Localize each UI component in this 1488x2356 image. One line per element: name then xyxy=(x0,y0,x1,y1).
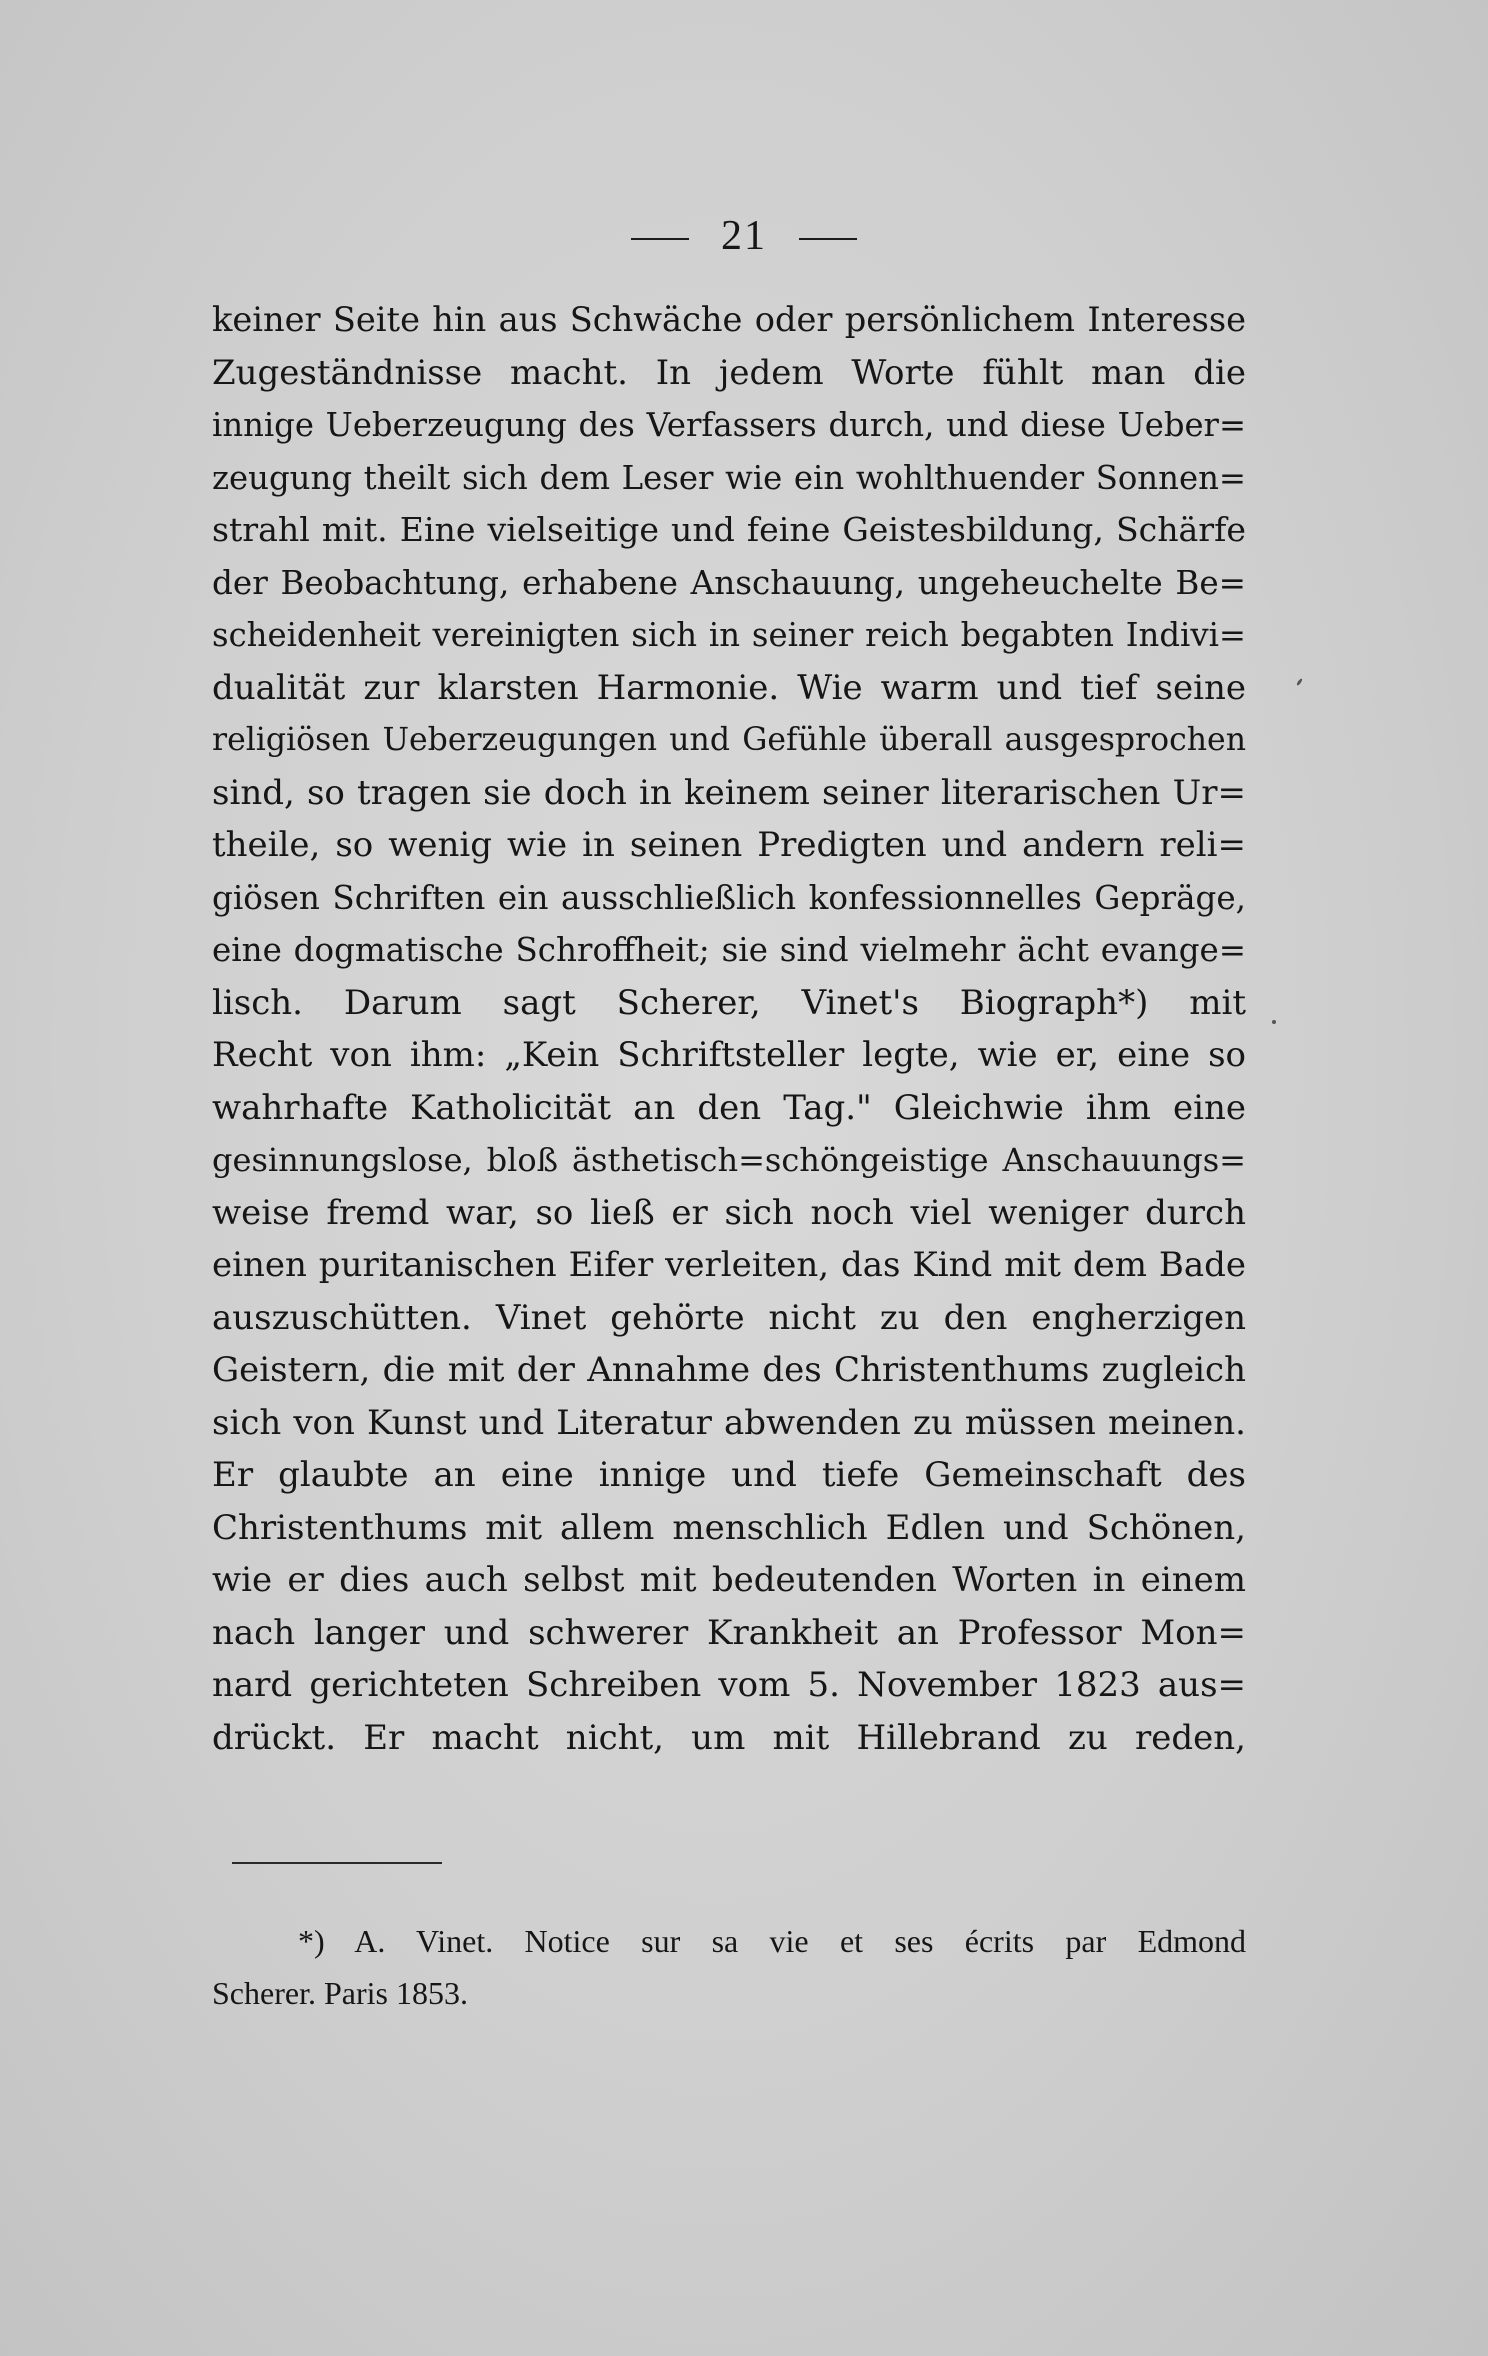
text-line: zeugung theilt sich dem Leser wie ein wohlthuender Sonnen= xyxy=(212,458,1246,497)
text-line: einen puritanischen Eifer verleiten, das Kind mit dem Bade xyxy=(212,1245,1246,1285)
text-line: Er glaubte an eine innige und tiefe Gemeinschaft des xyxy=(212,1455,1246,1495)
paper-speck xyxy=(1272,1020,1276,1024)
text-line: Recht von ihm: „Kein Schriftsteller legte, wie er, eine so xyxy=(212,1035,1246,1075)
text-line: theile, so wenig wie in seinen Predigten und andern reli= xyxy=(212,825,1246,865)
text-line: nard gerichteten Schreiben vom 5. November 1823 aus= xyxy=(212,1665,1246,1705)
footnote-line: *) A. Vinet. Notice sur sa vie et ses écrits par Edmond xyxy=(298,1923,1246,1959)
text-line: auszuschütten. Vinet gehörte nicht zu den engherzigen xyxy=(212,1297,1246,1338)
header-dash-left xyxy=(631,238,689,240)
text-line: keiner Seite hin aus Schwäche oder persönlichem Interesse xyxy=(212,300,1246,339)
header-dash-right xyxy=(799,238,857,240)
page-header xyxy=(0,212,1488,260)
text-line: dualität zur klarsten Harmonie. Wie warm und tief seine xyxy=(212,667,1246,708)
main-text xyxy=(212,294,1246,1764)
text-line: wie er dies auch selbst mit bedeutenden Worten in einem xyxy=(212,1560,1246,1600)
footnote xyxy=(212,1915,1246,2019)
text-line: Zugeständnisse macht. In jedem Worte fühlt man die xyxy=(212,352,1246,393)
footnote-separator xyxy=(232,1862,442,1864)
footnote-line: Scherer. Paris 1853. xyxy=(212,1975,468,2011)
text-line: religiösen Ueberzeugungen und Gefühle überall ausgesprochen xyxy=(212,722,1246,758)
text-line: gesinnungslose, bloß ästhetisch=schöngeistige Anschauungs= xyxy=(212,1141,1246,1179)
text-line: giösen Schriften ein ausschließlich konfessionnelles Gepräge, xyxy=(212,878,1246,917)
text-line: wahrhafte Katholicität an den Tag." Gleichwie ihm eine xyxy=(212,1087,1246,1128)
text-line: scheidenheit vereinigten sich in seiner reich begabten Indivi= xyxy=(212,616,1246,654)
paper-speck xyxy=(1296,678,1303,686)
page-number: 21 xyxy=(721,213,767,259)
text-line: Geistern, die mit der Annahme des Christenthums zugleich xyxy=(212,1350,1246,1390)
text-line: innige Ueberzeugung des Verfassers durch, und diese Ueber= xyxy=(212,406,1246,444)
text-line: Christenthums mit allem menschlich Edlen und Schönen, xyxy=(212,1507,1246,1548)
text-line: drückt. Er macht nicht, um mit Hillebrand zu reden, xyxy=(212,1717,1246,1758)
text-line: sind, so tragen sie doch in keinem seiner literarischen Ur= xyxy=(212,772,1246,813)
text-line: der Beobachtung, erhabene Anschauung, ungeheuchelte Be= xyxy=(212,563,1246,602)
text-line: eine dogmatische Schroffheit; sie sind vielmehr ächt evange= xyxy=(212,931,1246,969)
text-line: nach langer und schwerer Krankheit an Professor Mon= xyxy=(212,1612,1246,1653)
text-line: lisch. Darum sagt Scherer, Vinet's Biograph*) mit xyxy=(212,982,1246,1023)
text-line: weise fremd war, so ließ er sich noch viel weniger durch xyxy=(212,1192,1246,1233)
text-line: strahl mit. Eine vielseitige und feine Geistesbildung, Schärfe xyxy=(212,510,1246,549)
text-line: sich von Kunst und Literatur abwenden zu müssen meinen. xyxy=(212,1402,1246,1443)
